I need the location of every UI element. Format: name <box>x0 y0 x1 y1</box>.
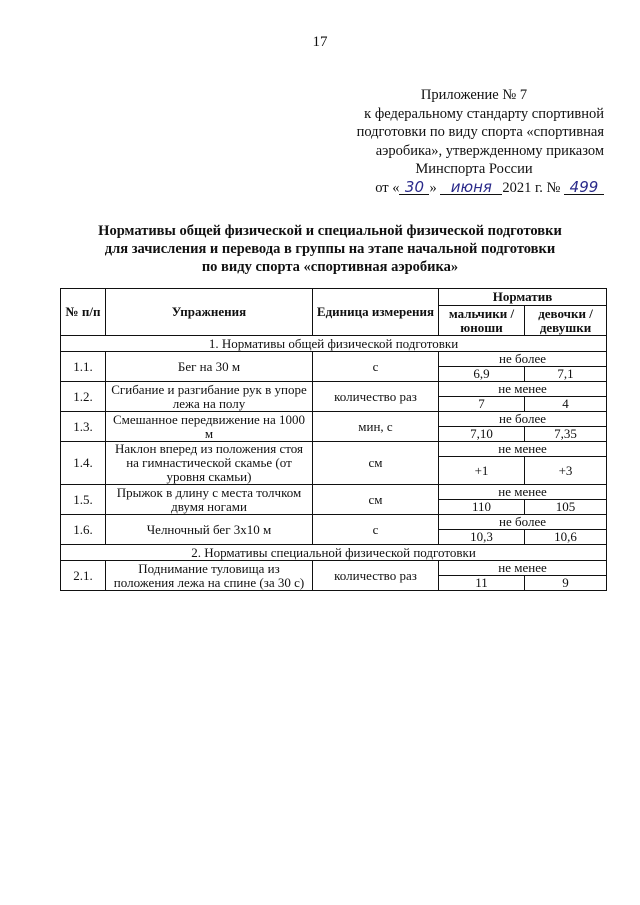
value-girls: 4 <box>525 397 607 412</box>
date-month-handwritten: июня <box>440 180 502 195</box>
section-1-title: 1. Нормативы общей физической подготовки <box>61 336 607 352</box>
value-boys: +1 <box>439 457 525 485</box>
row-exercise: Сгибание и разгибание рук в упоре лежа на полу <box>106 382 313 412</box>
page-number: 17 <box>312 34 328 50</box>
appendix-line-3: подготовки по виду спорта «спортивная <box>356 124 604 140</box>
header-num: № п/п <box>61 289 106 336</box>
title-line-1: Нормативы общей физической и специальной физической подготовки <box>98 223 562 239</box>
row-exercise: Прыжок в длину с места толчком двумя ногами <box>106 485 313 515</box>
row-num: 1.3. <box>61 412 106 442</box>
table-row <box>61 352 607 367</box>
row-unit: с <box>313 352 439 382</box>
row-exercise: Смешанное передвижение на 1000 м <box>106 412 313 442</box>
row-exercise: Челночный бег 3х10 м <box>106 515 313 545</box>
row-num: 1.2. <box>61 382 106 412</box>
value-girls: 105 <box>525 500 607 515</box>
row-exercise: Поднимание туловища из положения лежа на спине (за 30 с) <box>106 561 313 591</box>
row-exercise: Бег на 30 м <box>106 352 313 382</box>
header-unit: Единица измерения <box>313 289 439 336</box>
header-norm: Норматив <box>439 289 607 306</box>
row-unit: количество раз <box>313 561 439 591</box>
date-year: 2021 г. № <box>502 179 561 196</box>
row-condition: не менее <box>439 485 607 500</box>
row-unit: с <box>313 515 439 545</box>
value-girls: +3 <box>525 457 607 485</box>
header-exercise: Упражнения <box>106 289 313 336</box>
table-row <box>61 412 607 427</box>
appendix-line-4: аэробика», утвержденному приказом <box>375 142 604 159</box>
table-header-row <box>61 289 607 306</box>
value-boys: 10,3 <box>439 530 525 545</box>
title-line-3: по виду спорта «спортивная аэробика» <box>201 259 459 275</box>
row-unit: количество раз <box>313 382 439 412</box>
row-unit: см <box>313 485 439 515</box>
document-title <box>70 222 590 276</box>
value-girls: 7,1 <box>525 367 607 382</box>
value-boys: 7,10 <box>439 427 525 442</box>
appendix-header <box>304 86 604 197</box>
row-condition: не более <box>439 412 607 427</box>
row-condition: не менее <box>439 382 607 397</box>
row-unit: см <box>313 442 439 485</box>
section-row <box>61 545 607 561</box>
value-girls: 9 <box>525 576 607 591</box>
appendix-number: Приложение № 7 <box>420 87 528 103</box>
norms-table <box>60 288 607 591</box>
section-row <box>61 336 607 352</box>
table-row <box>61 442 607 457</box>
header-girls: девочки /девушки <box>525 306 607 336</box>
row-num: 1.4. <box>61 442 106 485</box>
value-girls: 7,35 <box>525 427 607 442</box>
row-exercise: Наклон вперед из положения стоя на гимнастической скамье (от уровня скамьи) <box>106 442 313 485</box>
row-condition: не более <box>439 515 607 530</box>
header-boys: мальчики /юноши <box>439 306 525 336</box>
section-2-title: 2. Нормативы специальной физической подготовки <box>61 545 607 561</box>
value-boys: 6,9 <box>439 367 525 382</box>
row-condition: не более <box>439 352 607 367</box>
table-row <box>61 485 607 500</box>
row-num: 1.5. <box>61 485 106 515</box>
order-number-handwritten: 499 <box>564 180 604 195</box>
value-boys: 110 <box>439 500 525 515</box>
value-boys: 7 <box>439 397 525 412</box>
row-num: 1.6. <box>61 515 106 545</box>
row-num: 1.1. <box>61 352 106 382</box>
table-row <box>61 561 607 576</box>
table-row <box>61 515 607 530</box>
date-sep: » <box>429 179 437 196</box>
appendix-line-5: Минспорта России <box>415 161 533 177</box>
appendix-date-line <box>304 179 604 198</box>
appendix-line-2: к федеральному стандарту спортивной <box>364 105 604 122</box>
table-row <box>61 382 607 397</box>
row-num: 2.1. <box>61 561 106 591</box>
row-condition: не менее <box>439 442 607 457</box>
date-prefix: от « <box>375 179 400 196</box>
title-line-2: для зачисления и перевода в группы на этапе начальной подготовки <box>104 241 556 257</box>
date-day-handwritten: 30 <box>399 180 429 195</box>
row-unit: мин, с <box>313 412 439 442</box>
row-condition: не менее <box>439 561 607 576</box>
value-boys: 11 <box>439 576 525 591</box>
value-girls: 10,6 <box>525 530 607 545</box>
